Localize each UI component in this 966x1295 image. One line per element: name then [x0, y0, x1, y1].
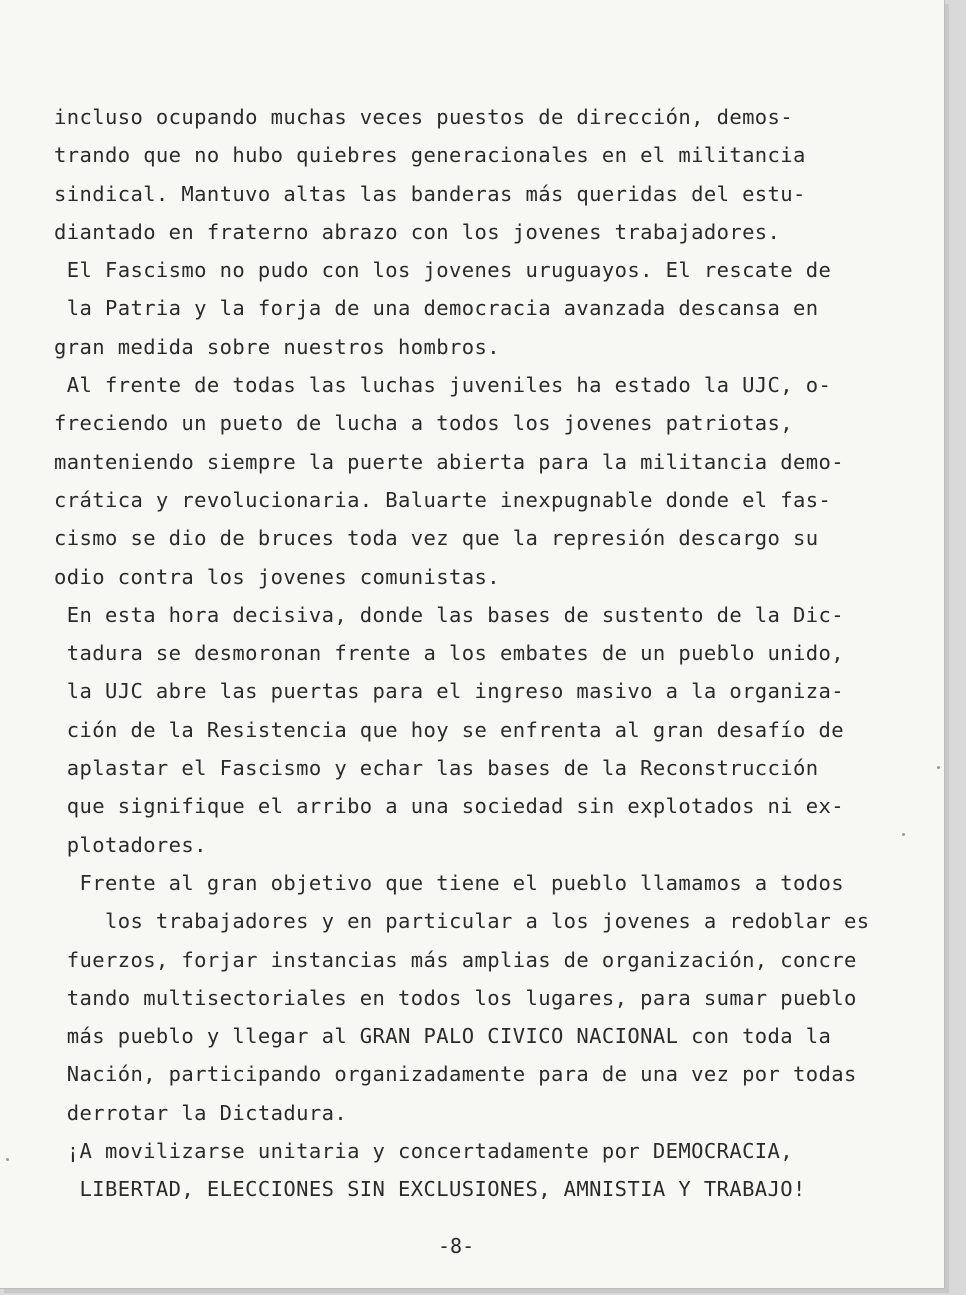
text-line: ción de la Resistencia que hoy se enfrenta al gran desafío de	[54, 717, 845, 742]
text-line: fuerzos, forjar instancias más amplias de organización, concre	[54, 947, 857, 972]
text-line: ¡A movilizarse unitaria y concertadamente por DEMOCRACIA,	[54, 1139, 794, 1164]
text-line: manteniendo siempre la puerte abierta para la militancia demo-	[54, 449, 845, 474]
text-line: que signifique el arribo a una sociedad sin explotados ni ex-	[54, 794, 845, 819]
text-line: cismo se dio de bruces toda vez que la represión descargo su	[54, 526, 819, 551]
text-line: En esta hora decisiva, donde las bases de sustento de la Dic-	[54, 602, 845, 627]
text-line: tando multisectoriales en todos los lugares, para sumar pueblo	[54, 985, 857, 1010]
text-line: Al frente de todas las luchas juveniles ha estado la UJC, o-	[54, 373, 832, 398]
text-line: trando que no hubo quiebres generacionales en el militancia	[54, 143, 806, 168]
text-line: tadura se desmoronan frente a los embates de un pueblo unido,	[54, 641, 845, 666]
text-line: Nación, participando organizadamente para de una vez por todas	[54, 1062, 857, 1087]
text-line: la Patria y la forja de una democracia avanzada descansa en	[54, 296, 819, 321]
text-line: Frente al gran objetivo que tiene el pueblo llamamos a todos	[54, 870, 845, 895]
paper-speck	[6, 1158, 9, 1161]
text-line: más pueblo y llegar al GRAN PALO CIVICO NACIONAL con toda la	[54, 1024, 832, 1049]
text-line: LIBERTAD, ELECCIONES SIN EXCLUSIONES, AMNISTIA Y TRABAJO!	[54, 1177, 806, 1202]
text-line: gran medida sobre nuestros hombros.	[54, 334, 500, 359]
text-line: los trabajadores y en particular a los jovenes a redoblar es	[54, 909, 870, 934]
text-line: diantado en fraterno abrazo con los jovenes trabajadores.	[54, 219, 781, 244]
text-line: sindical. Mantuvo altas las banderas más queridas del estu-	[54, 181, 806, 206]
text-line: aplastar el Fascismo y echar las bases de la Reconstrucción	[54, 756, 819, 781]
typewritten-text-block	[54, 98, 934, 1209]
page-number: -8-	[438, 1234, 475, 1258]
paper-speck	[937, 766, 940, 769]
text-line: freciendo un pueto de lucha a todos los jovenes patriotas,	[54, 411, 794, 436]
text-line: El Fascismo no pudo con los jovenes uruguayos. El rescate de	[54, 258, 832, 283]
text-line: derrotar la Dictadura.	[54, 1100, 348, 1125]
paper-speck	[902, 833, 905, 836]
text-line: incluso ocupando muchas veces puestos de dirección, demos-	[54, 105, 794, 129]
text-line: la UJC abre las puertas para el ingreso masivo a la organiza-	[54, 679, 845, 704]
text-line: crática y revolucionaria. Baluarte inexpugnable donde el fas-	[54, 487, 832, 512]
text-line: plotadores.	[54, 832, 207, 857]
text-line: odio contra los jovenes comunistas.	[54, 564, 500, 589]
